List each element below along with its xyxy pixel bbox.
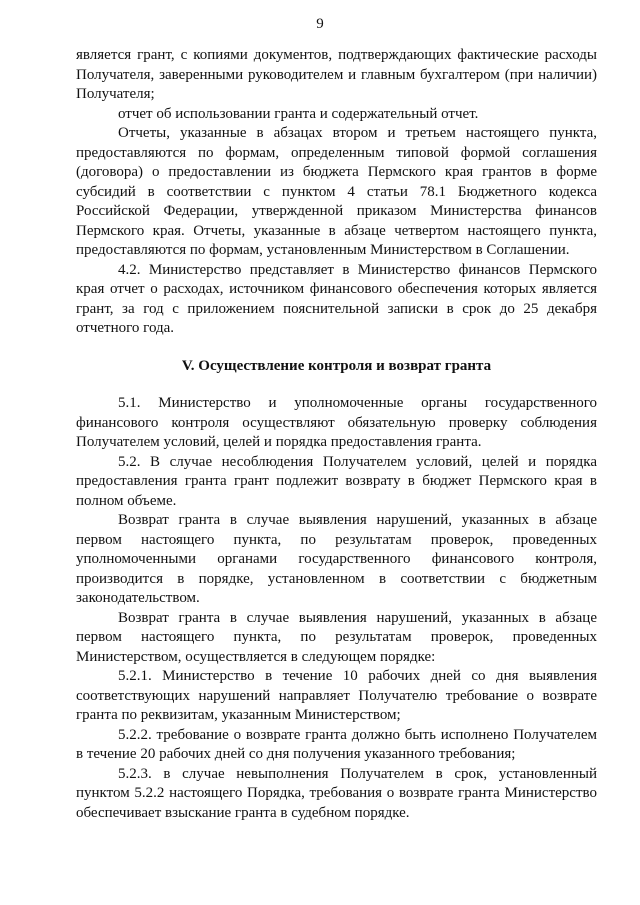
section-heading: V. Осуществление контроля и возврат гранта <box>181 357 492 374</box>
paragraph: 5.1. Министерство и уполномоченные органы государственного финансового контроля осуществляют обязательную проверку соблюдения Получателем условий, целей и порядка предоставления гранта. <box>76 395 597 450</box>
paragraph: 5.2.1. Министерство в течение 10 рабочих дней со дня выявления соответствующих нарушений направляет Получателю требование о возврате гранта по реквизитам, указанным Министерством; <box>76 668 597 723</box>
paragraph: является грант, с копиями документов, подтверждающих фактические расходы Получателя, заверенными руководителем и главным бухгалтером (при наличии) Получателя; <box>76 47 597 102</box>
paragraph: 5.2. В случае несоблюдения Получателем условий, целей и порядка предоставления гранта грант подлежит возврату в бюджет Пермского края в полном объеме. <box>76 453 597 509</box>
document-body <box>76 46 597 823</box>
paragraph: 5.2.3. в случае невыполнения Получателем в срок, установленный пунктом 5.2.2 настоящего Порядка, требования о возврате гранта Министерство обеспечивает взыскание гранта в судебном порядке. <box>76 765 597 821</box>
paragraph: отчет об использовании гранта и содержательный отчет. <box>118 105 479 122</box>
paragraph: 5.2.2. требование о возврате гранта должно быть исполнено Получателем в течение 20 рабочих дней со дня получения указанного требования; <box>76 726 597 762</box>
paragraph: Возврат гранта в случае выявления нарушений, указанных в абзаце первом настоящего пункта, по результатам проверок, проведенных уполномоченными органами государственного финансового контроля, производится в порядке, установленном в соответствии с бюджетным законодательством. <box>76 512 597 606</box>
paragraph: Отчеты, указанные в абзацах втором и третьем настоящего пункта, предоставляются по формам, определенным типовой формой соглашения (договора) о предоставлении из бюджета Пермского края грантов в форме субсидий в соответствии с пунктом 4 статьи 78.1 Бюджетного кодекса Российской Федерации, утвержденной приказом Министерства финансов Пермского края. Отчеты, указанные в абзаце четвертом настоящего пункта, предоставляются по формам, установленным Министерством в Соглашении. <box>76 125 597 258</box>
paragraph: 4.2. Министерство представляет в Министерство финансов Пермского края отчет о расходах, источником финансового обеспечения которых является грант, за год с приложением пояснительной записки в срок до 25 декабря отчетного года. <box>76 261 597 336</box>
paragraph: Возврат гранта в случае выявления нарушений, указанных в абзаце первом настоящего пункта, по результатам проверок, проведенных Министерством, осуществляется в следующем порядке: <box>76 609 597 665</box>
page-number: 9 <box>316 16 324 32</box>
